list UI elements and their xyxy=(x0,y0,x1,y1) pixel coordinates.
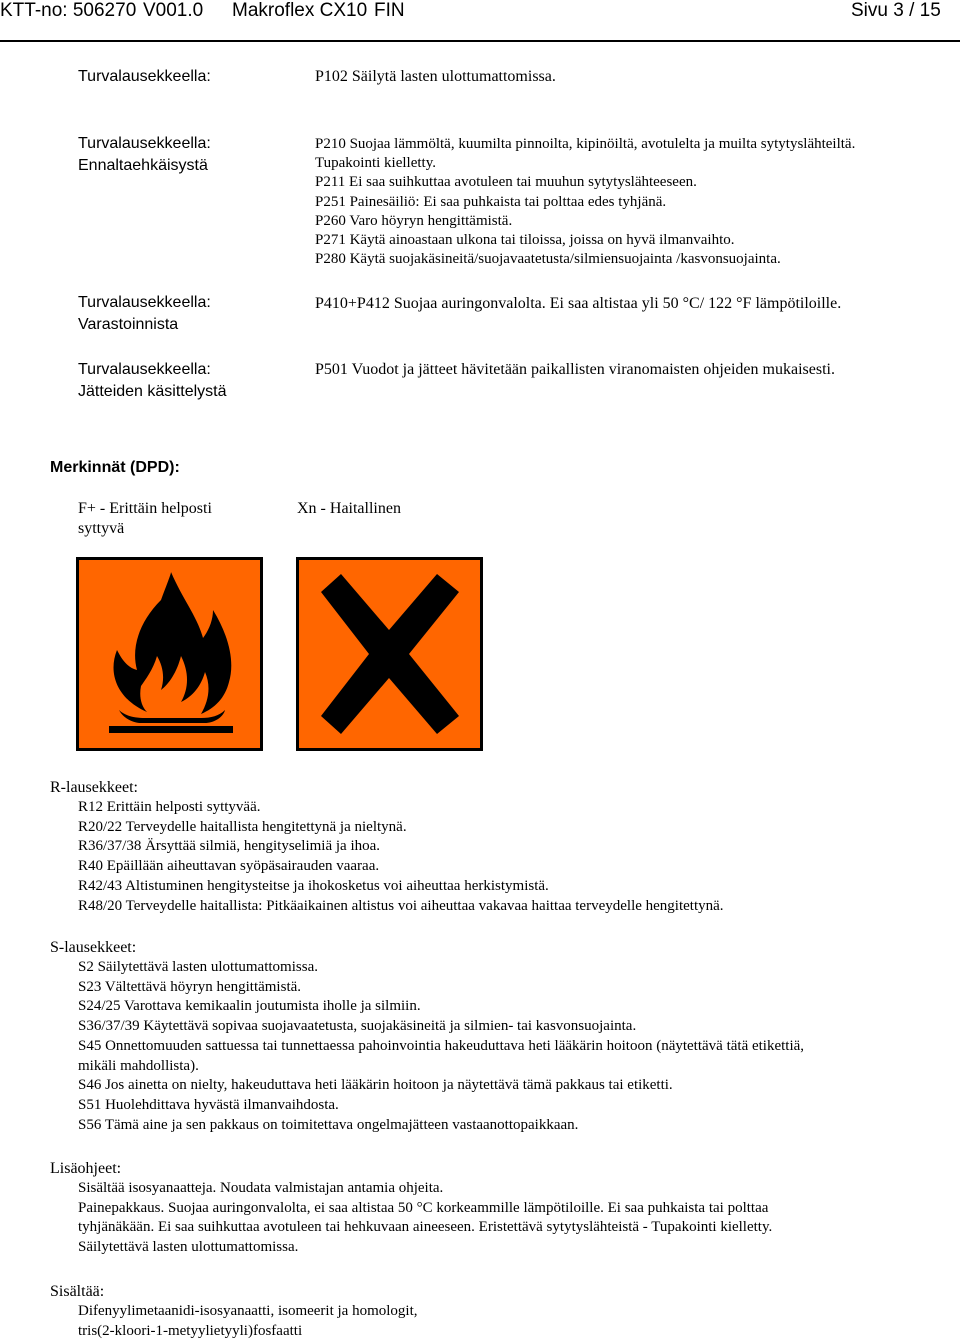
contains-list xyxy=(78,1302,418,1341)
flame-icon xyxy=(79,560,260,748)
s-phrase: S46 Jos ainetta on nielty, hakeuduttava heti lääkärin hoitoon ja näytettävä tämä pakkaus tai etiketti. xyxy=(78,1077,673,1094)
storage-label-line1: Turvalausekkeella: xyxy=(78,294,211,311)
contains-line: tris(2-kloori-1-metyylietyyli)fosfaatti xyxy=(78,1322,303,1339)
product-name: Makroflex CX10 xyxy=(232,0,368,21)
flame-pictogram xyxy=(76,557,263,751)
document-number: KTT-no: 506270 xyxy=(0,0,137,21)
r-phrase: R48/20 Terveydelle haitallista: Pitkäaikainen altistus voi aiheuttaa vakavaa haittaa terveydelle hengitettynä. xyxy=(78,897,724,914)
r-phrases-list xyxy=(78,798,724,916)
storage-label-line2: Varastoinnista xyxy=(78,316,179,333)
statement-line: P211 Ei saa suihkuttaa avotuleen tai muuhun sytytyslähteeseen. xyxy=(315,174,697,191)
s-phrases-list xyxy=(78,958,804,1135)
symbol-f-plus-line2: syttyvä xyxy=(78,520,125,537)
storage-label xyxy=(78,292,211,336)
cross-pictogram xyxy=(296,557,483,751)
language-code: FIN xyxy=(374,0,405,21)
symbol-f-plus-line1: F+ - Erittäin helposti xyxy=(78,500,212,517)
r-phrase: R40 Epäillään aiheuttavan syöpäsairauden vaaraa. xyxy=(78,858,380,875)
extra-list xyxy=(78,1179,772,1258)
s-phrase: S23 Vältettävä höyryn hengittämistä. xyxy=(78,978,302,995)
s-phrase: S51 Huolehdittava hyvästä ilmanvaihdosta. xyxy=(78,1096,339,1113)
prevention-label-line1: Turvalausekkeella: xyxy=(78,135,211,152)
r-phrase: R20/22 Terveydelle haitallista hengitettynä ja nieltynä. xyxy=(78,818,407,835)
storage-text: P410+P412 Suojaa auringonvalolta. Ei saa altistaa yli 50 °C/ 122 °F lämpötiloille. xyxy=(315,295,842,312)
disposal-label xyxy=(78,359,227,403)
extra-line: Säilytettävä lasten ulottumattomissa. xyxy=(78,1239,299,1256)
dpd-heading: Merkinnät (DPD): xyxy=(50,459,180,476)
s-phrase: S2 Säilytettävä lasten ulottumattomissa. xyxy=(78,959,318,975)
p102-label: Turvalausekkeella: xyxy=(78,68,211,85)
statement-line: P280 Käytä suojakäsineitä/suojavaatetusta/silmiensuojainta /kasvonsuojainta. xyxy=(315,251,781,268)
disposal-text: P501 Vuodot ja jätteet hävitetään paikallisten viranomaisten ohjeiden mukaisesti. xyxy=(315,361,835,378)
prevention-label xyxy=(78,133,211,177)
r-phrase: R12 Erittäin helposti syttyvää. xyxy=(78,799,261,815)
extra-heading: Lisäohjeet: xyxy=(50,1160,122,1177)
contains-heading: Sisältää: xyxy=(50,1283,105,1300)
s-phrases-heading: S-lausekkeet: xyxy=(50,939,137,956)
page-header xyxy=(0,0,960,44)
s-phrase: S36/37/39 Käytettävä sopivaa suojavaatetusta, suojakäsineitä ja silmien- tai kasvonsuojainta. xyxy=(78,1018,637,1035)
statement-line: P251 Painesäiliö: Ei saa puhkaista tai polttaa edes tyhjänä. xyxy=(315,193,667,210)
disposal-label-line1: Turvalausekkeella: xyxy=(78,361,211,378)
r-phrase: R42/43 Altistuminen hengitysteitse ja ihokosketus voi aiheuttaa herkistymistä. xyxy=(78,877,549,894)
document-version: V001.0 xyxy=(143,0,204,21)
r-phrase: R36/37/38 Ärsyttää silmiä, hengityselimiä ja ihoa. xyxy=(78,838,381,855)
symbol-f-plus-label xyxy=(78,499,212,539)
disposal-label-line2: Jätteiden käsittelystä xyxy=(78,383,227,400)
s-phrase: S45 Onnettomuuden sattuessa tai tunnettaessa pahoinvointia hakeuduttava heti lääkärin hoitoon (näytettävä tätä etikettiä, xyxy=(78,1037,805,1054)
extra-line: Sisältää isosyanaatteja. Noudata valmistajan antamia ohjeita. xyxy=(78,1180,444,1196)
r-phrases-heading: R-lausekkeet: xyxy=(50,779,138,796)
p102-text: P102 Säilytä lasten ulottumattomissa. xyxy=(315,68,556,85)
symbol-xn-label: Xn - Haitallinen xyxy=(297,500,401,517)
header-divider xyxy=(0,40,960,42)
statement-line: Tupakointi kielletty. xyxy=(315,155,436,172)
prevention-statements xyxy=(315,135,855,269)
s-phrase: S24/25 Varottava kemikaalin joutumista iholle ja silmiin. xyxy=(78,998,421,1015)
page-number: Sivu 3 / 15 xyxy=(851,0,941,21)
statement-line: P210 Suojaa lämmöltä, kuumilta pinnoilta, kipinöiltä, avotulelta ja muilta sytytyslähteiltä. xyxy=(315,136,856,152)
prevention-label-line2: Ennaltaehkäisystä xyxy=(78,157,208,174)
extra-line: tyhjänäkään. Ei saa suihkuttaa avotuleen tai hehkuvaan aineeseen. Eristettävä sytytyslähteistä - Tupakointi kielletty. xyxy=(78,1219,773,1236)
s-phrase: S56 Tämä aine ja sen pakkaus on toimitettava ongelmajätteen vastaanottopaikkaan. xyxy=(78,1116,579,1133)
s-phrase: mikäli mahdollista). xyxy=(78,1057,199,1074)
extra-line: Painepakkaus. Suojaa auringonvalolta, ei saa altistaa 50 °C korkeammille lämpötiloille. Ei saa puhkaista tai polttaa xyxy=(78,1199,769,1216)
statement-line: P271 Käytä ainoastaan ulkona tai tiloissa, joissa on hyvä ilmanvaihto. xyxy=(315,232,735,249)
statement-line: P260 Varo höyryn hengittämistä. xyxy=(315,212,513,229)
contains-line: Difenyylimetaanidi-isosyanaatti, isomeerit ja homologit, xyxy=(78,1303,418,1319)
cross-icon xyxy=(299,560,480,748)
